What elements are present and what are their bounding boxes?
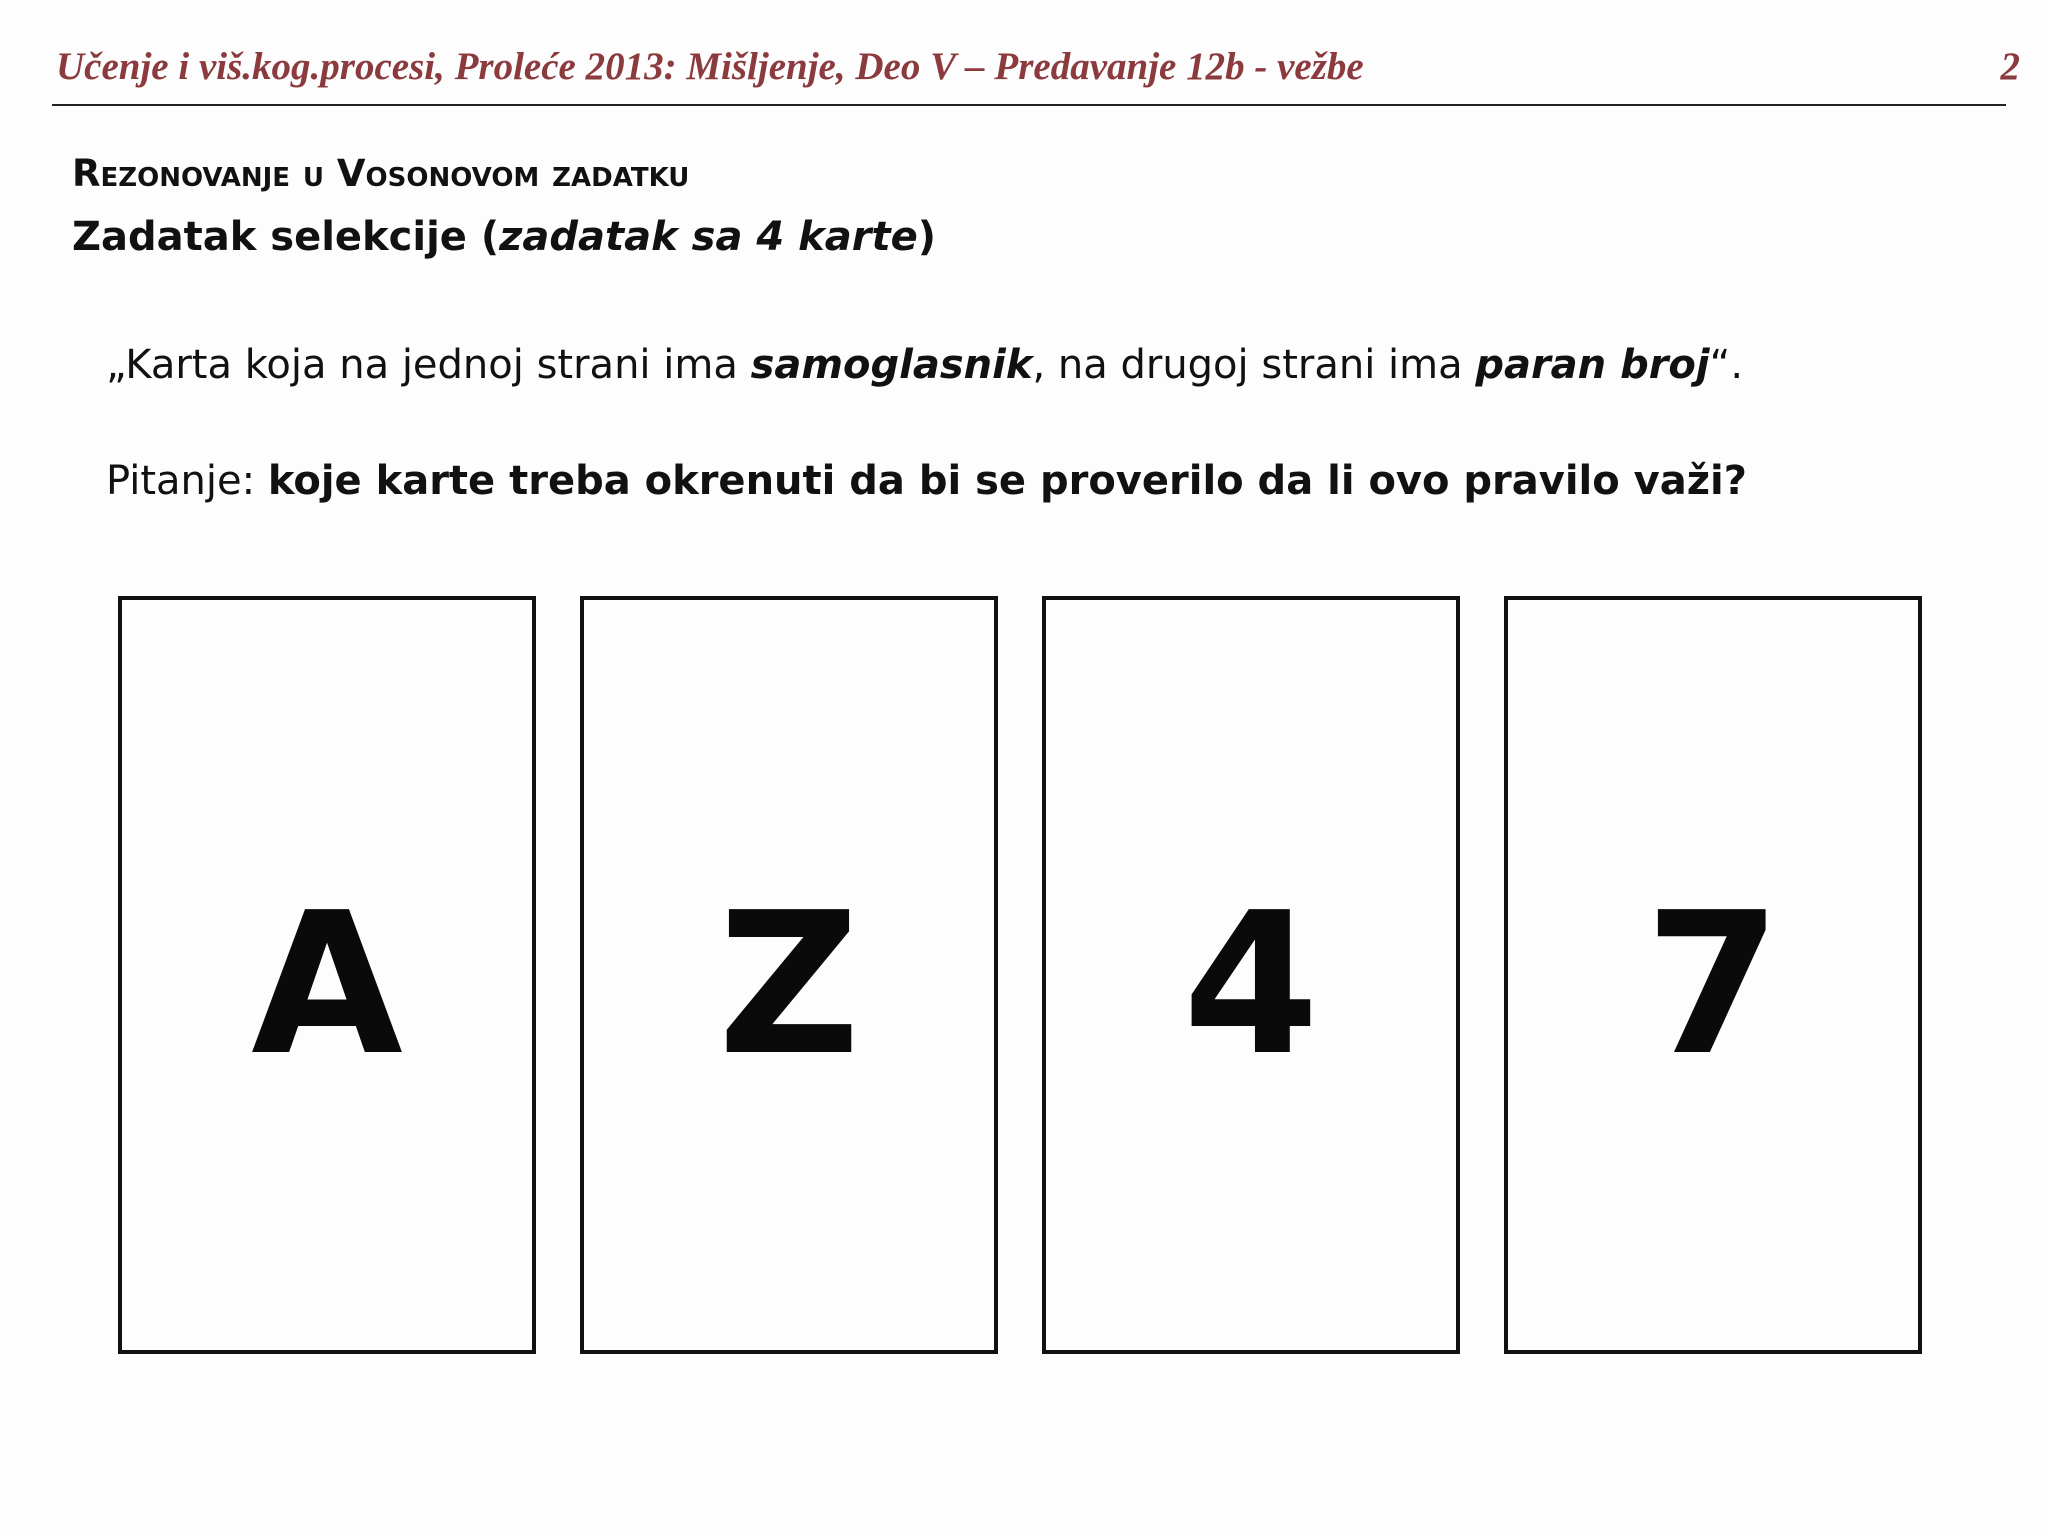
card-face: 7 [1644,871,1782,1099]
rule-emphasis-vowel: samoglasnik [750,342,1033,388]
question-text: koje karte treba okrenuti da bi se proverilo da li ovo pravilo važi? [267,458,1747,504]
card-face: A [251,871,403,1099]
subheading-italic: zadatak sa 4 karte [499,214,918,260]
rule-part3: “. [1709,342,1744,388]
card-2[interactable] [580,596,998,1354]
rule-emphasis-even: paran broj [1475,342,1710,388]
rule-part2: , na drugoj strani ima [1032,342,1476,388]
card-3[interactable] [1042,596,1460,1354]
subheading [72,214,936,260]
header-divider [52,104,2006,106]
header-title: Učenje i viš.kog.procesi, Proleće 2013: Mišljenje, Deo V – Predavanje 12b - vežbe [56,45,1364,88]
question-label: Pitanje: [106,458,268,504]
card-face: Z [717,871,861,1099]
section-heading: Rezonovanje u Vosonovom zadatku [72,152,690,195]
subheading-main: Zadatak selekcije ( [72,214,500,260]
subheading-close: ) [917,214,936,260]
question [106,458,1747,504]
page-number: 2 [2000,45,2020,88]
card-1[interactable] [118,596,536,1354]
rule-statement [106,342,1743,388]
card-4[interactable] [1504,596,1922,1354]
card-face: 4 [1182,871,1320,1099]
rule-part1: „Karta koja na jednoj strani ima [106,342,751,388]
cards-row [118,596,1918,1354]
